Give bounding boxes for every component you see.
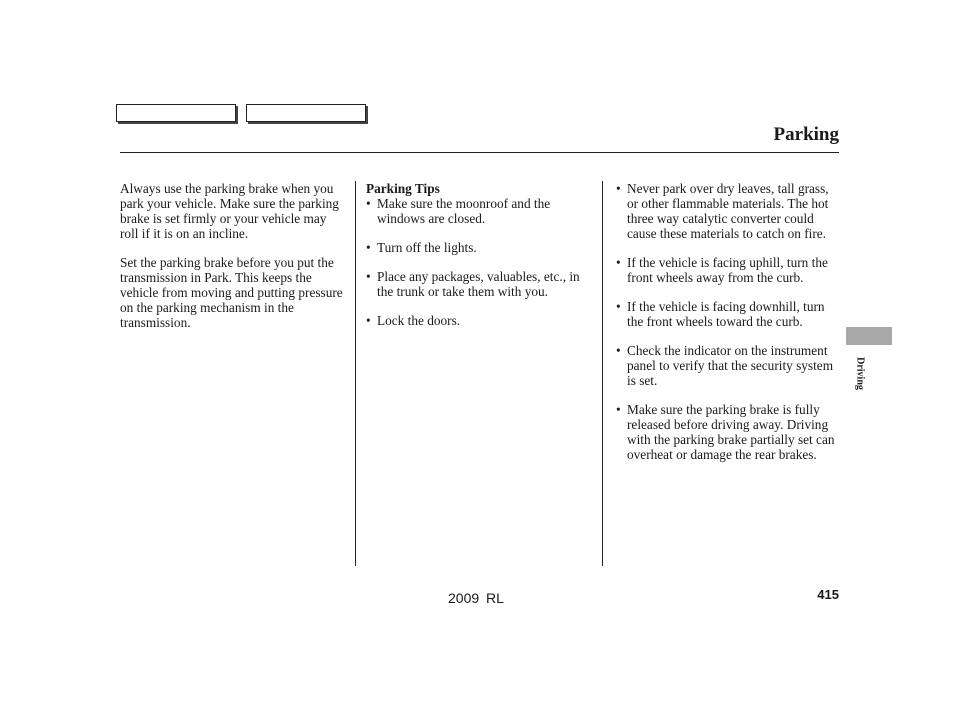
page-title: Parking — [773, 124, 839, 145]
list-item: • Place any packages, valuables, etc., in the trunk or take them with you. — [366, 269, 598, 299]
list-item: • Never park over dry leaves, tall grass, or other flammable materials. The hot three way catalytic converter could cause these materials to catch on fire. — [616, 181, 840, 241]
list-item: • Lock the doors. — [366, 313, 598, 328]
tips-list — [616, 181, 840, 462]
title-rule — [120, 152, 839, 153]
section-heading: Parking Tips — [366, 181, 440, 196]
list-item: • Make sure the moonroof and the windows are closed. — [366, 196, 598, 226]
list-item: • If the vehicle is facing uphill, turn the front wheels away from the curb. — [616, 255, 840, 285]
nav-button-2[interactable] — [246, 104, 366, 122]
column-divider — [602, 181, 603, 566]
list-item: • Turn off the lights. — [366, 240, 598, 255]
column-more-tips — [616, 181, 840, 476]
model-label: 2009 RL — [448, 590, 504, 606]
page-number: 415 — [817, 587, 839, 602]
column-parking-tips — [366, 181, 598, 342]
tips-list — [366, 196, 598, 328]
list-item: • Make sure the parking brake is fully released before driving away. Driving with the parking brake partially set can overheat or damage the rear brakes. — [616, 402, 840, 462]
list-item: • If the vehicle is facing downhill, turn the front wheels toward the curb. — [616, 299, 840, 329]
list-item: • Check the indicator on the instrument panel to verify that the security system is set. — [616, 343, 840, 388]
nav-button-1[interactable] — [116, 104, 236, 122]
paragraph: Always use the parking brake when you park your vehicle. Make sure the parking brake is set firmly or your vehicle may roll if it is on an incline. — [120, 181, 339, 241]
section-tab-label: Driving — [854, 357, 866, 390]
column-divider — [355, 181, 356, 566]
paragraph: Set the parking brake before you put the transmission in Park. This keeps the vehicle from moving and putting pressure on the parking mechanism in the transmission. — [120, 255, 343, 330]
section-tab[interactable] — [846, 327, 892, 345]
column-intro — [120, 181, 348, 344]
